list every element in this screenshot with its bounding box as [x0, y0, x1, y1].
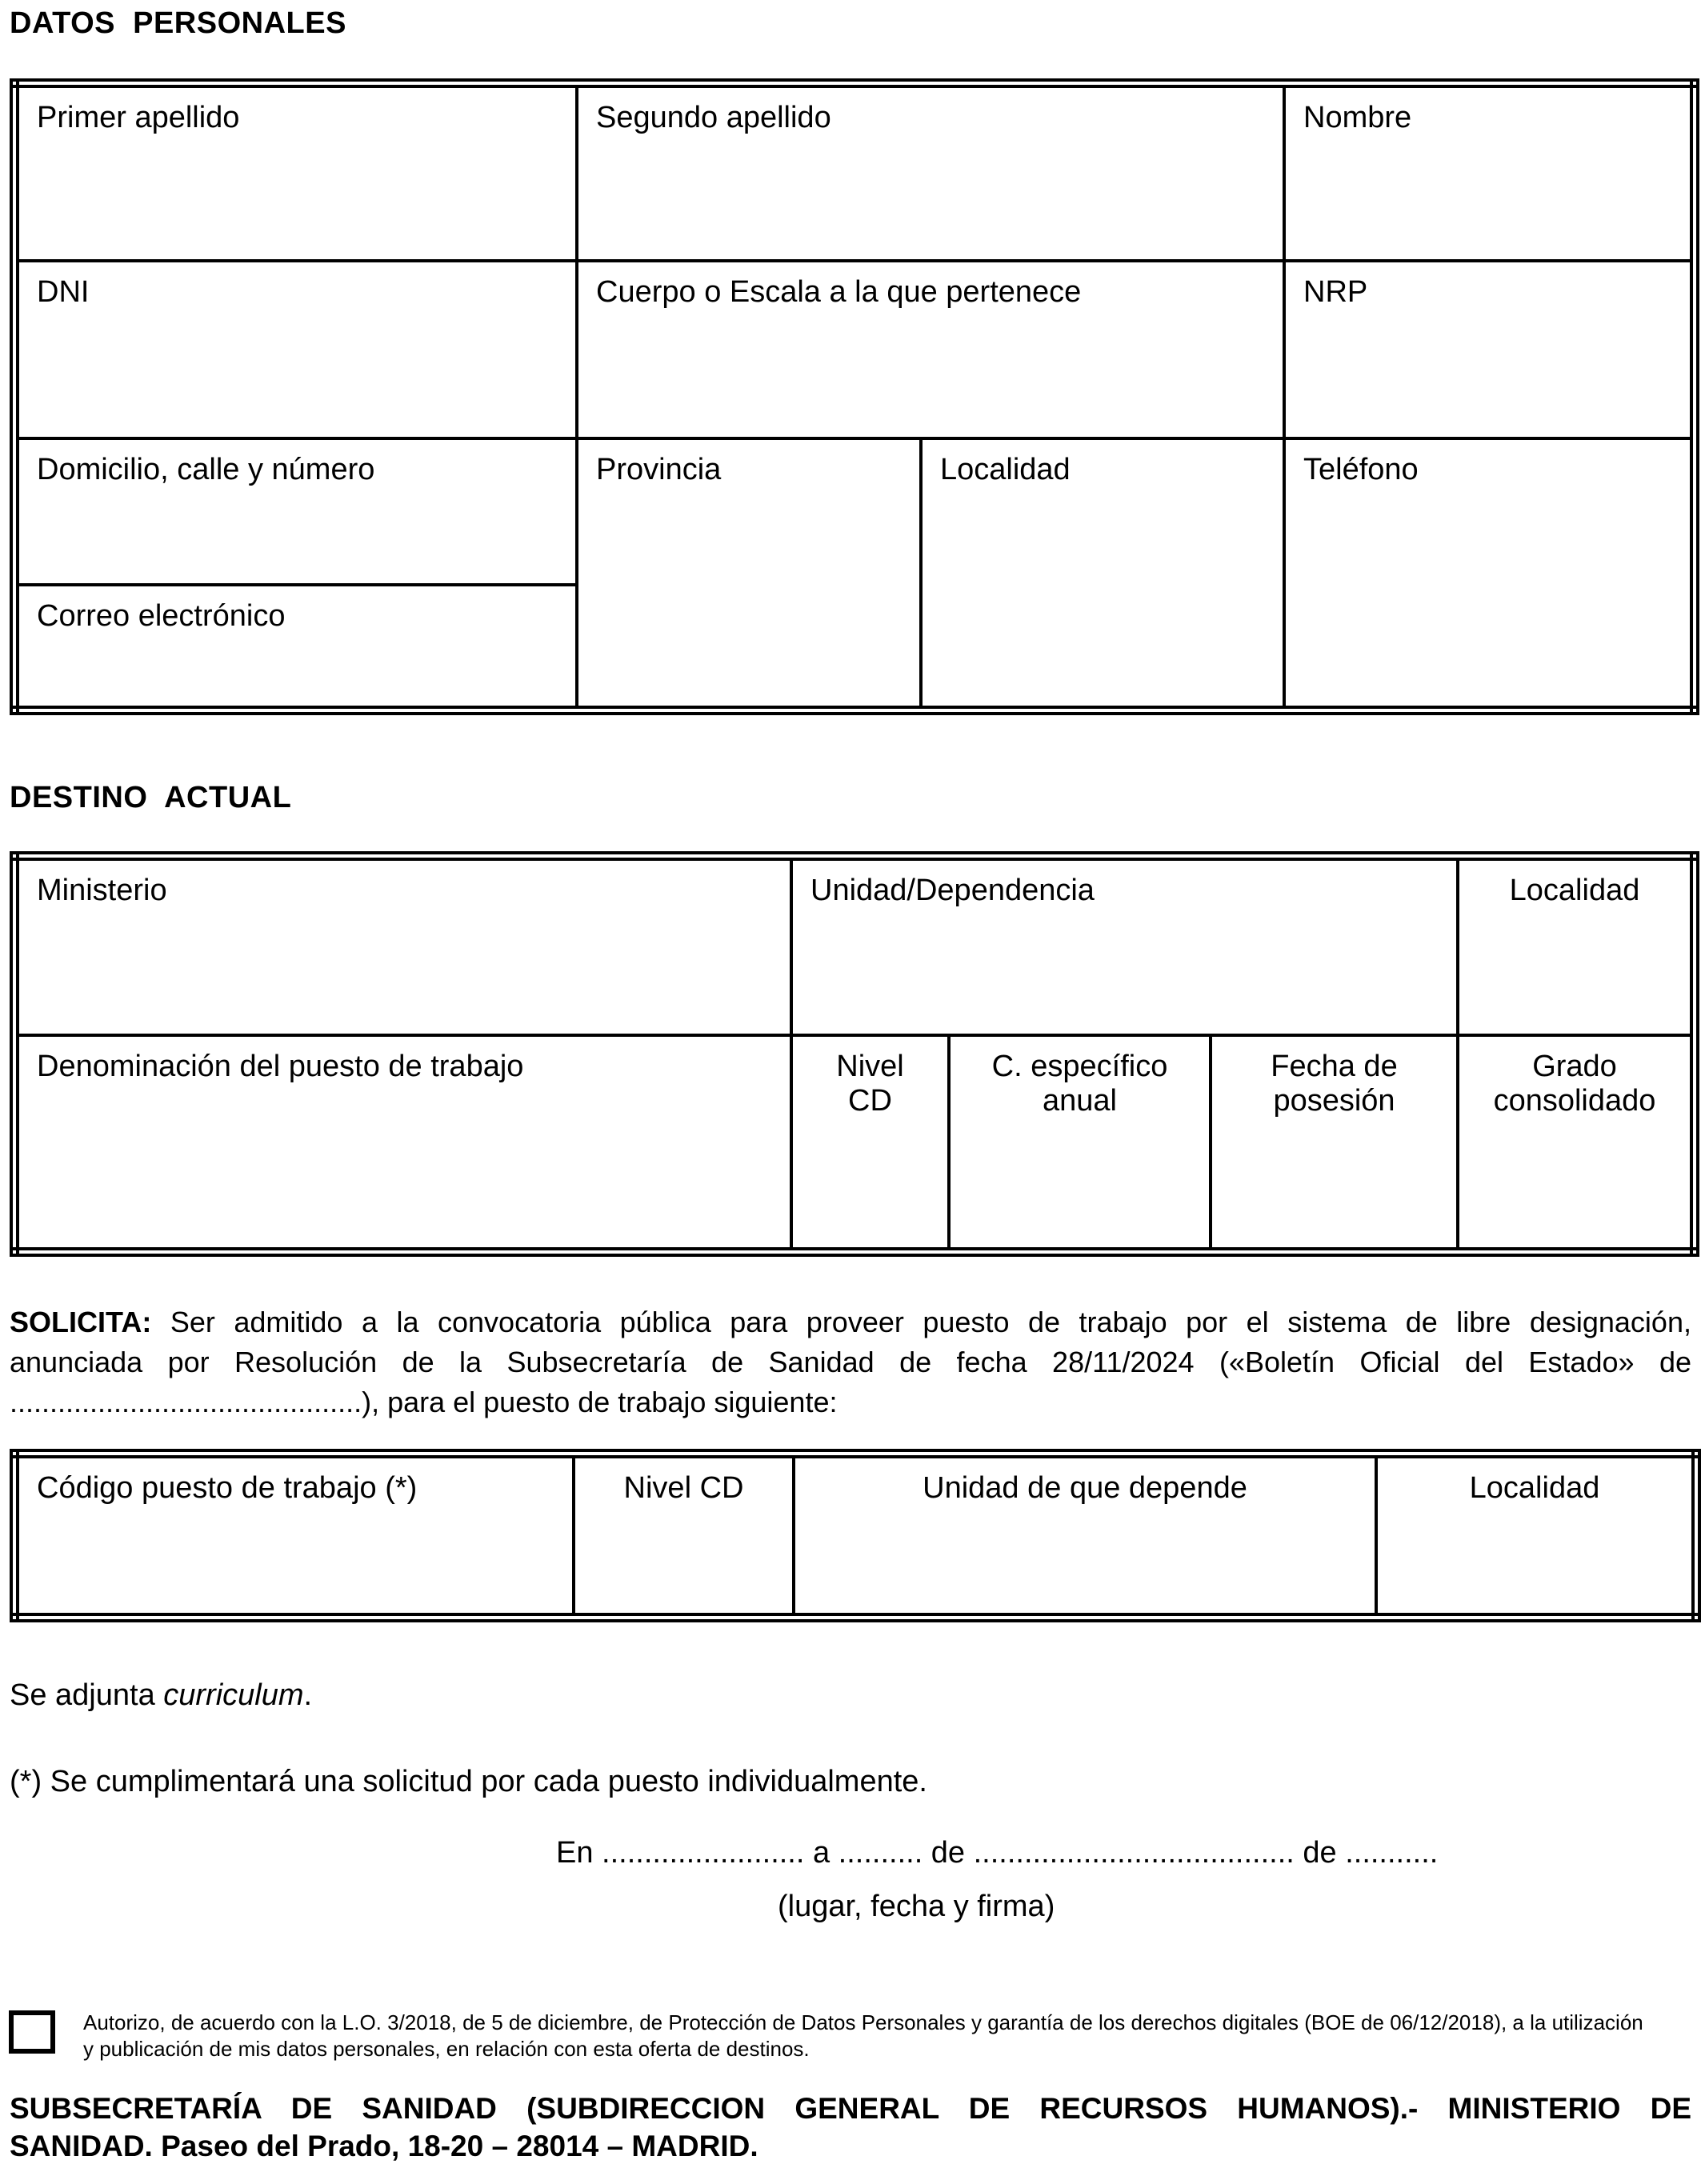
puesto-nivel-cd-cell — [574, 1454, 794, 1618]
unidad-dependencia-label: Unidad/Dependencia — [810, 874, 1095, 907]
puesto-solicitado-table — [10, 1449, 1701, 1622]
segundo-apellido-label: Segundo apellido — [596, 101, 831, 134]
nombre-label: Nombre — [1303, 101, 1412, 134]
unidad-depende-cell — [794, 1454, 1376, 1618]
telefono-cell — [1284, 438, 1695, 710]
denominacion-label: Denominación del puesto de trabajo — [37, 1050, 524, 1083]
destino-localidad-cell — [1458, 856, 1695, 1035]
authorization-checkbox[interactable] — [9, 2010, 55, 2054]
fecha-posesion-cell — [1211, 1035, 1458, 1252]
primer-apellido-cell — [14, 83, 577, 261]
adjunta-suffix: . — [303, 1678, 313, 1712]
authorization-line-2: y publicación de mis datos personales, en relación con esta oferta de destinos. — [83, 2037, 810, 2061]
nrp-label: NRP — [1303, 275, 1368, 309]
localidad-cell — [921, 438, 1284, 710]
puesto-localidad-cell — [1376, 1454, 1696, 1618]
fecha-line: En ........................ a .......... de ...................................... de ........... — [556, 1836, 1439, 1870]
nombre-cell — [1284, 83, 1695, 261]
segundo-apellido-cell — [577, 83, 1284, 261]
unidad-dependencia-cell — [791, 856, 1458, 1035]
domicilio-cell — [14, 438, 577, 585]
fecha-posesion-label: Fecha de posesión — [1271, 1050, 1398, 1118]
dni-cell — [14, 261, 577, 438]
authorization-text — [83, 2010, 1693, 2062]
datos-personales-heading: DATOS PERSONALES — [10, 6, 346, 40]
authorization-line-1: Autorizo, de acuerdo con la L.O. 3/2018, de 5 de diciembre, de Protección de Datos Personales y garantía de los derechos digitales (BOE de 06/12/2018), a la utilización — [83, 2010, 1643, 2034]
puesto-localidad-label: Localidad — [1469, 1471, 1600, 1505]
destino-localidad-label: Localidad — [1509, 874, 1640, 907]
correo-label: Correo electrónico — [37, 599, 286, 633]
solicita-label: SOLICITA: — [10, 1306, 152, 1338]
adjunta-prefix: Se adjunta — [10, 1678, 164, 1712]
provincia-cell — [577, 438, 921, 710]
datos-personales-table — [10, 78, 1699, 715]
adjunta-note — [10, 1678, 312, 1713]
solicita-line1-text: Ser admitido a la convocatoria pública para proveer puesto de trabajo por el sistema de libre designación, — [170, 1306, 1691, 1338]
solicita-line3-text: ............................................), para el puesto de trabajo siguiente: — [10, 1386, 838, 1418]
footer-address — [10, 2090, 1691, 2165]
solicita-line-3 — [10, 1382, 1691, 1422]
c-especifico-label: C. específico anual — [991, 1050, 1168, 1118]
destino-actual-table — [10, 851, 1699, 1257]
nivel-cd-cell — [791, 1035, 949, 1252]
ministerio-label: Ministerio — [37, 874, 167, 907]
primer-apellido-label: Primer apellido — [37, 101, 240, 134]
lugar-fecha-firma-line: (lugar, fecha y firma) — [778, 1890, 1055, 1923]
unidad-depende-label: Unidad de que depende — [923, 1471, 1247, 1505]
solicita-line-2 — [10, 1342, 1691, 1382]
dni-label: DNI — [37, 275, 90, 309]
footer-line-1: SUBSECRETARÍA DE SANIDAD (SUBDIRECCION GENERAL DE RECURSOS HUMANOS).- MINISTERIO DE — [10, 2092, 1691, 2125]
correo-cell — [14, 585, 577, 710]
provincia-label: Provincia — [596, 453, 722, 486]
nrp-cell — [1284, 261, 1695, 438]
puesto-nivel-cd-label: Nivel CD — [623, 1471, 744, 1505]
denominacion-cell — [14, 1035, 791, 1252]
localidad-label: Localidad — [940, 453, 1071, 486]
cuerpo-escala-cell — [577, 261, 1284, 438]
solicita-line-1 — [10, 1302, 1691, 1342]
c-especifico-cell — [949, 1035, 1211, 1252]
codigo-puesto-label: Código puesto de trabajo (*) — [37, 1471, 418, 1505]
ministerio-cell — [14, 856, 791, 1035]
nivel-cd-label: Nivel CD — [836, 1050, 904, 1118]
adjunta-curriculum: curriculum — [163, 1678, 304, 1712]
asterisk-note: (*) Se cumplimentará una solicitud por cada puesto individualmente. — [10, 1765, 927, 1798]
destino-actual-heading: DESTINO ACTUAL — [10, 781, 292, 814]
grado-consolidado-label: Grado consolidado — [1493, 1050, 1656, 1118]
grado-consolidado-cell — [1458, 1035, 1695, 1252]
solicita-paragraph — [10, 1302, 1691, 1422]
domicilio-label: Domicilio, calle y número — [37, 453, 375, 486]
telefono-label: Teléfono — [1303, 453, 1419, 486]
cuerpo-escala-label: Cuerpo o Escala a la que pertenece — [596, 275, 1082, 309]
solicita-line2-text: anunciada por Resolución de la Subsecretaría de Sanidad de fecha 28/11/2024 («Boletín Oficial del Estado» de — [10, 1346, 1691, 1378]
footer-line-2: SANIDAD. Paseo del Prado, 18-20 – 28014 – MADRID. — [10, 2130, 758, 2162]
codigo-puesto-cell — [14, 1454, 574, 1618]
